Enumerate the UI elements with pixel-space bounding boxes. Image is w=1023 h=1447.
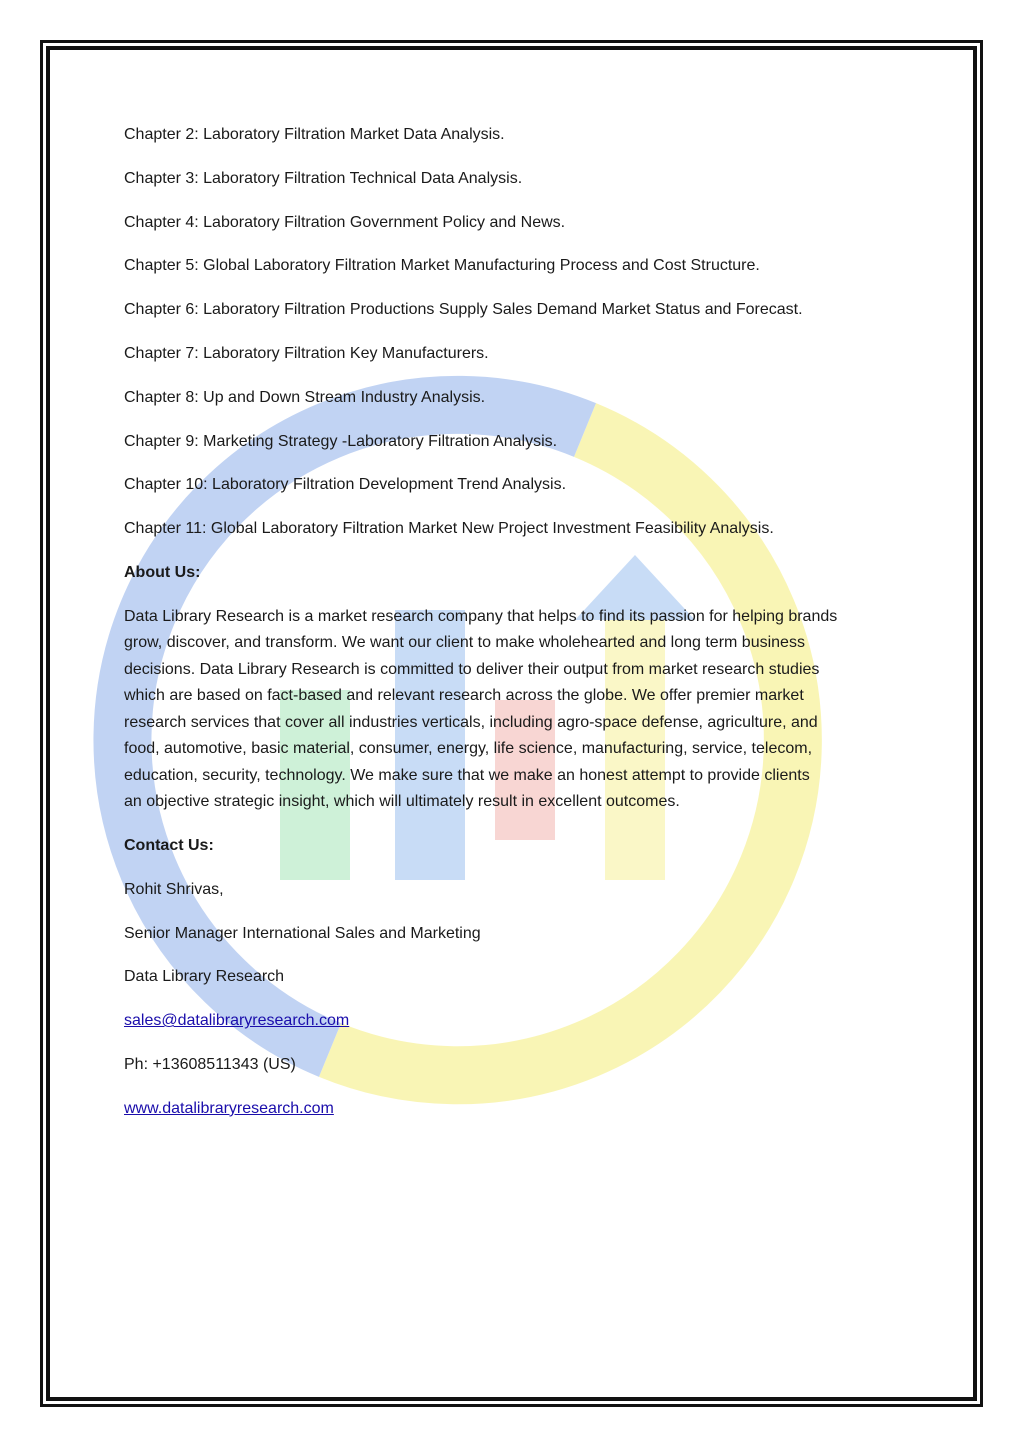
- chapter-11: Chapter 11: Global Laboratory Filtration Market New Project Investment Feasibility Analysis.: [124, 520, 774, 538]
- about-line: decisions. Data Library Research is committed to deliver their output from market research studies: [124, 660, 820, 678]
- about-paragraph: [124, 604, 914, 816]
- chapter-10: Chapter 10: Laboratory Filtration Development Trend Analysis.: [124, 476, 567, 494]
- chapter-3: Chapter 3: Laboratory Filtration Technical Data Analysis.: [124, 169, 523, 187]
- about-line: food, automotive, basic material, consumer, energy, life science, manufacturing, service, telecom,: [124, 740, 813, 758]
- about-line: research services that cover all industries verticals, including agro-space defense, agriculture, and: [124, 713, 818, 731]
- contact-phone: Ph: +13608511343 (US): [124, 1056, 296, 1074]
- chapter-8: Chapter 8: Up and Down Stream Industry Analysis.: [124, 388, 486, 406]
- about-line: grow, discover, and transform. We want our client to make wholehearted and long term business: [124, 634, 805, 652]
- chapter-4: Chapter 4: Laboratory Filtration Government Policy and News.: [124, 213, 566, 231]
- about-heading: About Us:: [124, 563, 201, 581]
- chapter-2: Chapter 2: Laboratory Filtration Market Data Analysis.: [124, 126, 505, 143]
- about-line: which are based on fact-based and relevant research across the globe. We offer premier market: [124, 687, 804, 705]
- chapter-9: Chapter 9: Marketing Strategy -Laboratory Filtration Analysis.: [124, 432, 558, 450]
- contact-email-link[interactable]: sales@datalibraryresearch.com: [124, 1012, 350, 1030]
- about-line: an objective strategic insight, which will ultimately result in excellent outcomes.: [124, 793, 680, 811]
- chapter-5: Chapter 5: Global Laboratory Filtration Market Manufacturing Process and Cost Structure.: [124, 257, 760, 275]
- chapter-7: Chapter 7: Laboratory Filtration Key Manufacturers.: [124, 344, 489, 362]
- contact-heading: Contact Us:: [124, 837, 214, 855]
- website-link[interactable]: www.datalibraryresearch.com: [124, 1099, 334, 1117]
- document-body: [124, 122, 914, 1140]
- contact-name: Rohit Shrivas,: [124, 880, 224, 898]
- about-line: education, security, technology. We make sure that we make an honest attempt to provide clients: [124, 766, 810, 784]
- about-line: Data Library Research is a market research company that helps to find its passion for helping brands: [124, 607, 838, 625]
- contact-title: Senior Manager International Sales and Marketing: [124, 924, 481, 942]
- chapter-6: Chapter 6: Laboratory Filtration Productions Supply Sales Demand Market Status and Forecast.: [124, 301, 803, 319]
- contact-company: Data Library Research: [124, 968, 285, 986]
